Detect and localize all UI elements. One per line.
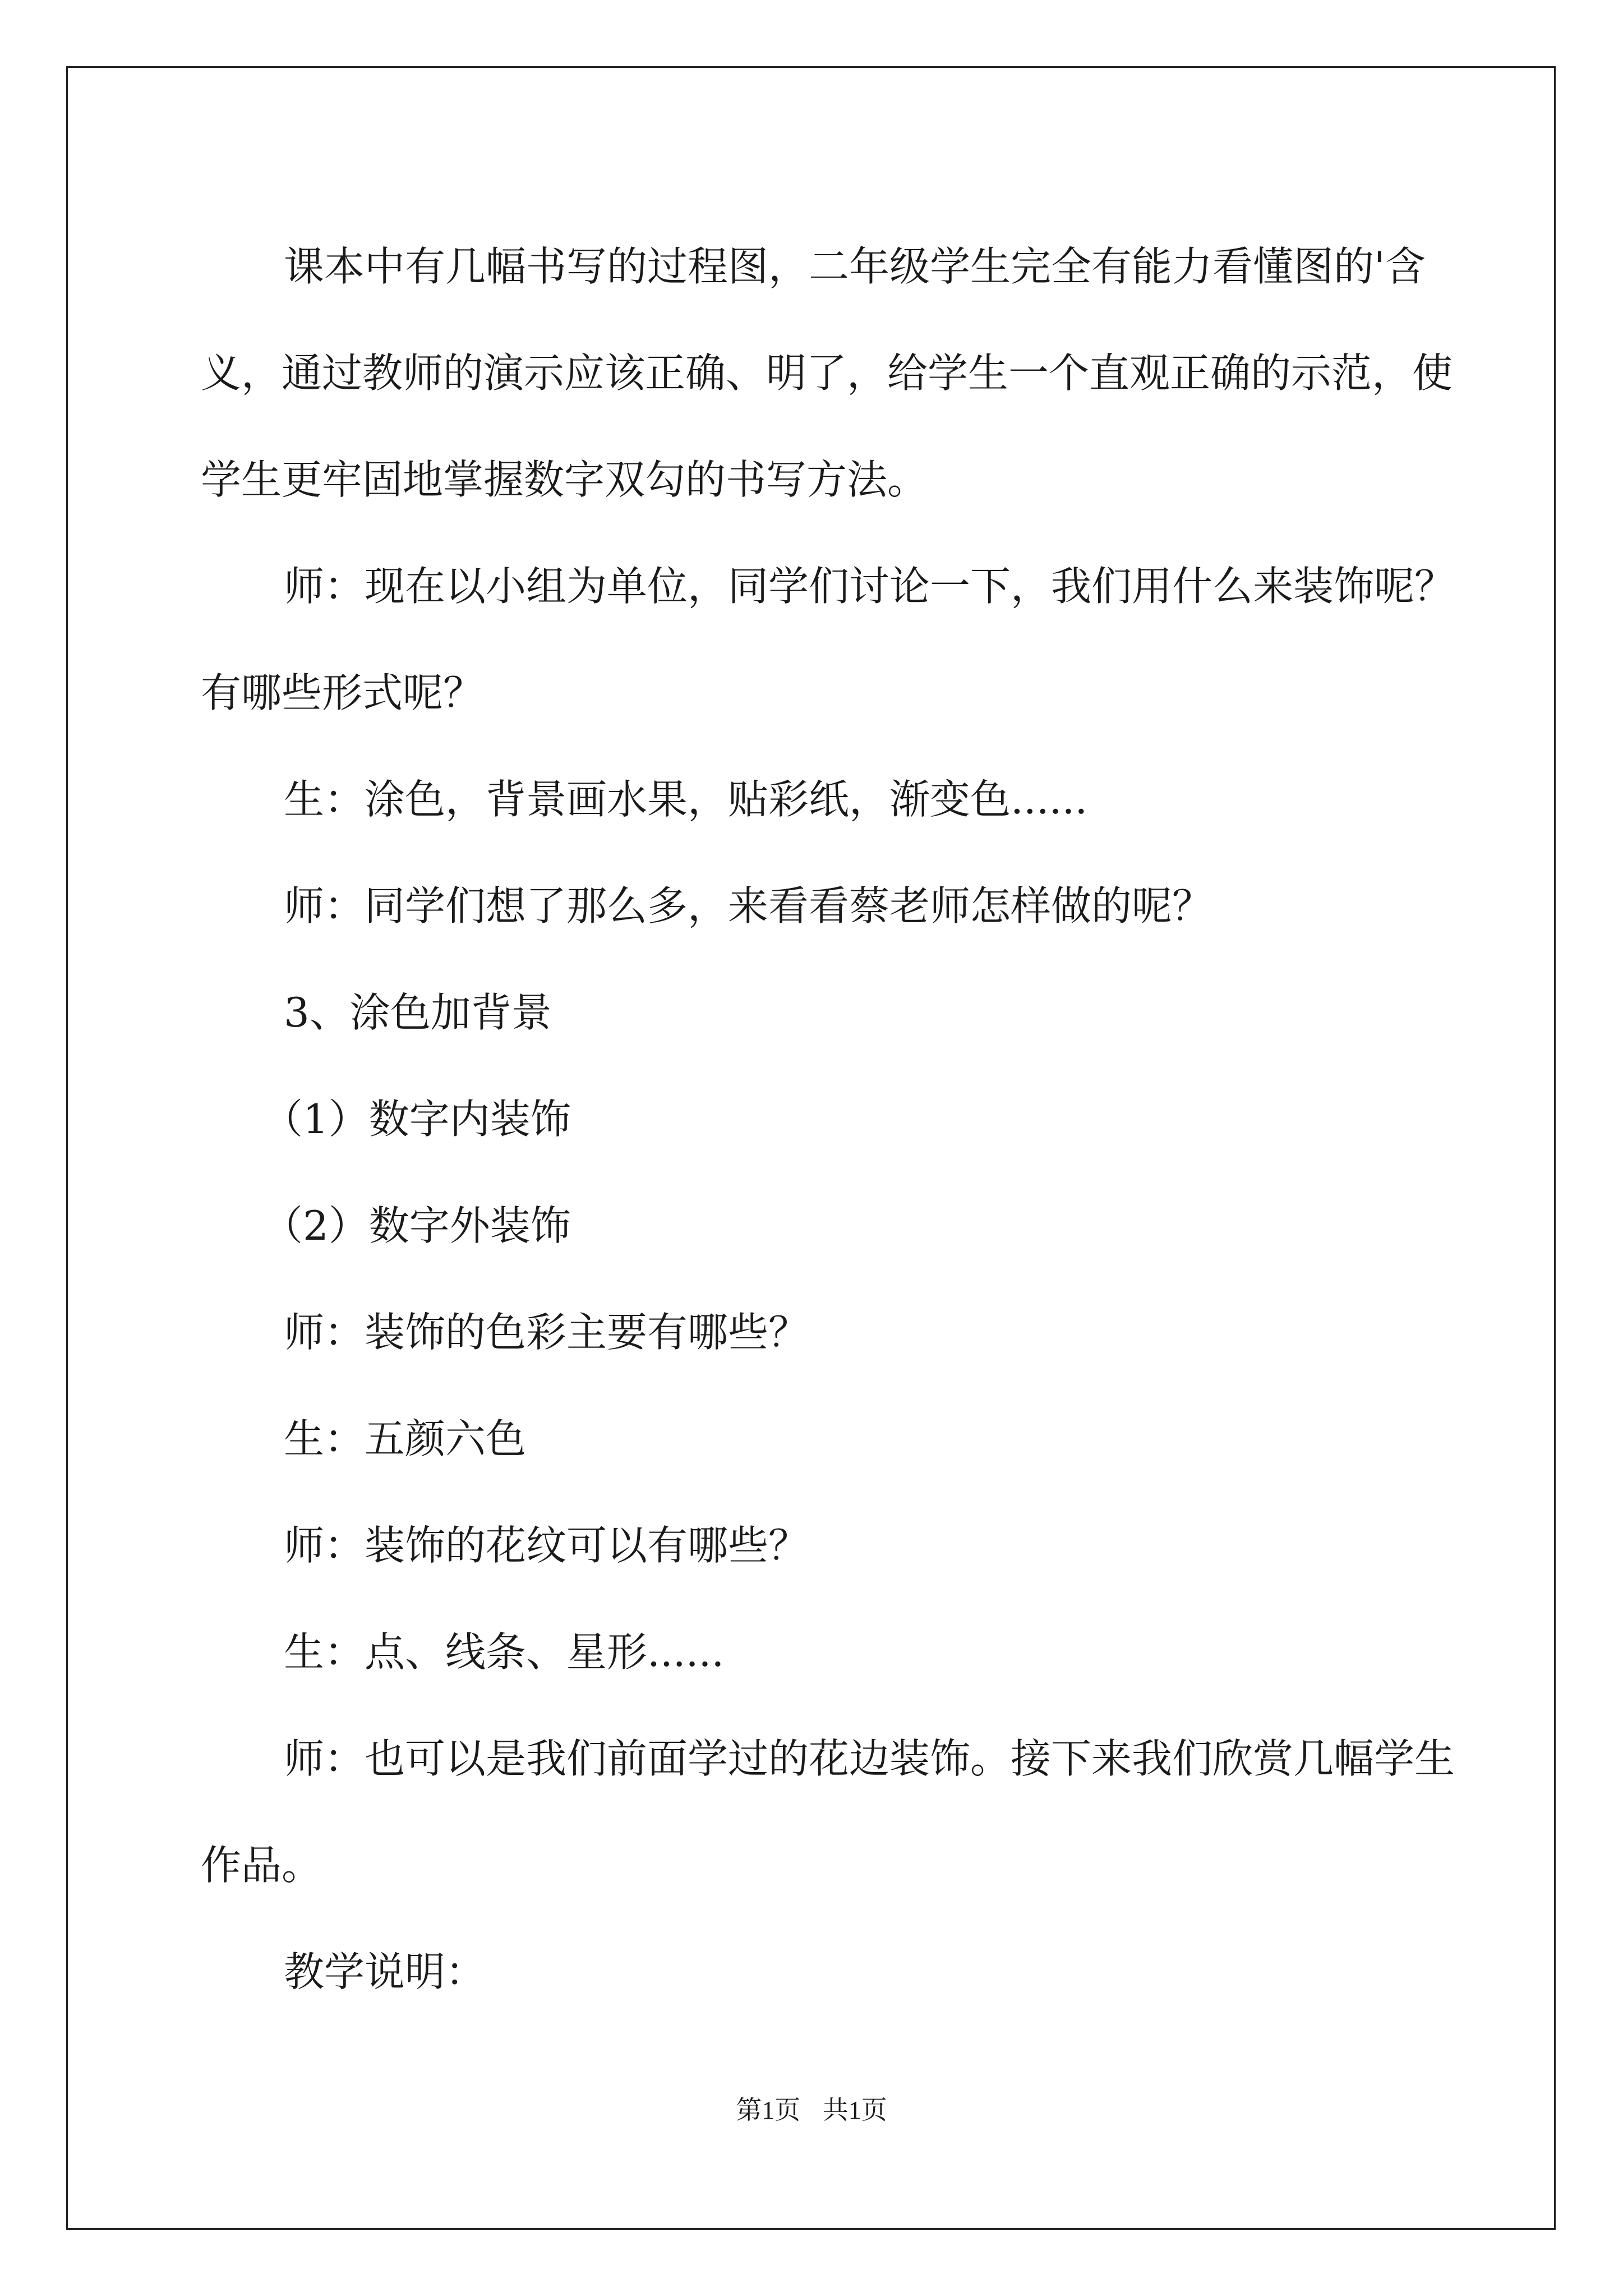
paragraph-9: 生：五颜六色 bbox=[284, 1415, 527, 1462]
paragraph-4: 师：同学们想了那么多，来看看蔡老师怎样做的呢？ bbox=[284, 882, 1213, 930]
paragraph-2: 师：现在以小组为单位，同学们讨论一下，我们用什么来装饰呢？有哪些形式呢？ bbox=[201, 563, 1455, 716]
paragraph-1: 课本中有几幅书写的过程图，二年级学生完全有能力看懂图的'含义，通过教师的演示应该正确、明了，给学生一个直观正确的示范，使学生更牢固地掌握数字双勾的书写方法。 bbox=[201, 243, 1453, 503]
paragraph-8: 师：装饰的色彩主要有哪些？ bbox=[284, 1309, 809, 1356]
paragraph-10: 师：装饰的花纹可以有哪些？ bbox=[284, 1522, 809, 1569]
page-footer bbox=[0, 2090, 1623, 2127]
page-number-current: 第1页 bbox=[736, 2096, 801, 2124]
paragraph-13: 教学说明： bbox=[284, 1948, 486, 1995]
paragraph-5: 3、涂色加背景 bbox=[284, 989, 552, 1036]
page-number-total: 共1页 bbox=[822, 2096, 887, 2124]
paragraph-6: （1）数字内装饰 bbox=[262, 1096, 571, 1143]
paragraph-7: （2）数字外装饰 bbox=[262, 1202, 571, 1249]
paragraph-12: 师：也可以是我们前面学过的花边装饰。接下来我们欣赏几幅学生作品。 bbox=[201, 1735, 1455, 1889]
paragraph-11: 生：点、线条、星形...... bbox=[284, 1628, 725, 1676]
document-body bbox=[201, 213, 1485, 2025]
paragraph-3: 生：涂色，背景画水果，贴彩纸，渐变色...... bbox=[284, 776, 1088, 823]
